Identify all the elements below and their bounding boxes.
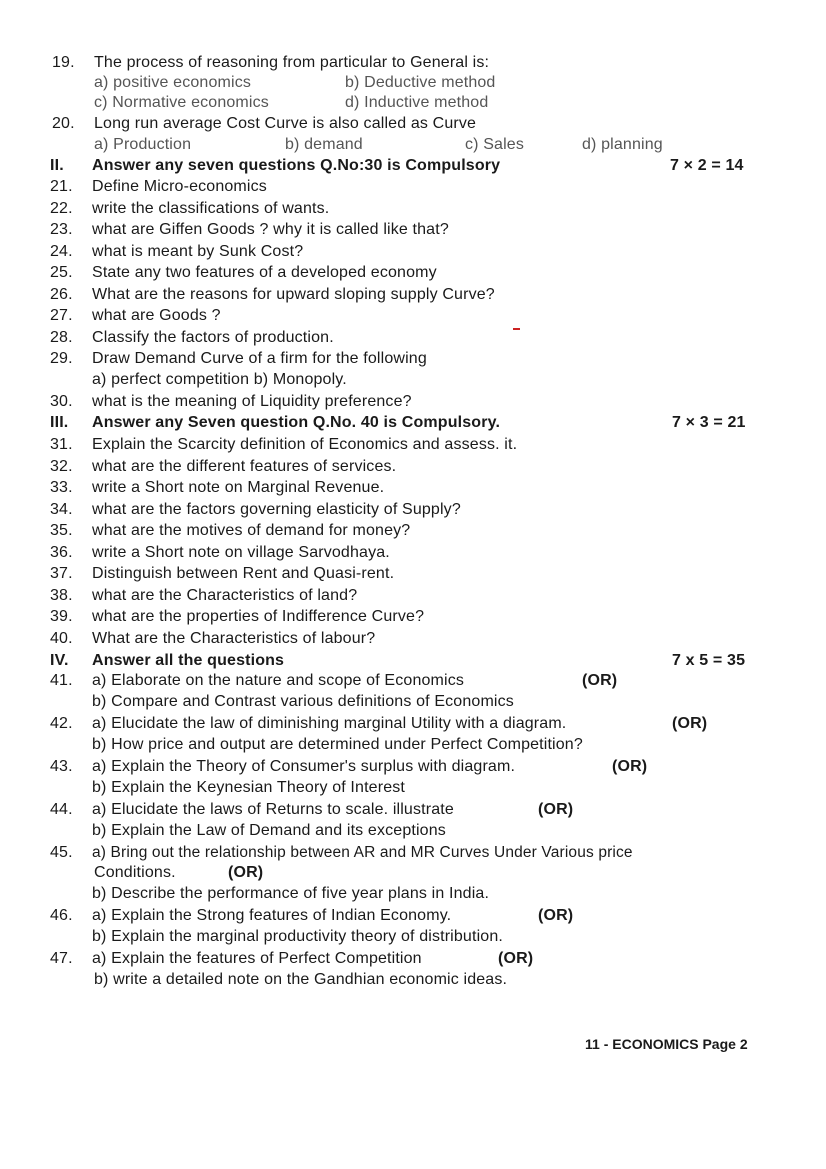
question-text: State any two features of a developed economy	[92, 264, 437, 281]
question-number: 33.	[50, 479, 73, 496]
question-number: 40.	[50, 629, 73, 647]
option-a: a) Bring out the relationship between AR and MR Curves Under Various price	[92, 844, 633, 861]
question-number: 36.	[50, 543, 73, 561]
question-number: 37.	[50, 565, 73, 582]
question-text: write the classifications of wants.	[92, 199, 330, 217]
question-number: 30.	[50, 393, 73, 410]
question-sub-options: a) perfect competition b) Monopoly.	[92, 371, 347, 388]
section-marks: 7 × 2 = 14	[670, 157, 744, 174]
question-number: 46.	[50, 907, 73, 924]
question-text: What are the Characteristics of labour?	[92, 629, 376, 647]
question-text: The process of reasoning from particular to General is:	[94, 54, 490, 71]
or-label: (OR)	[538, 801, 574, 818]
question-text: what are the factors governing elasticity of Supply?	[92, 500, 461, 518]
option-d: d) Inductive method	[345, 94, 489, 111]
question-number: 39.	[50, 608, 73, 625]
question-number: 43.	[50, 758, 73, 775]
question-number: 25.	[50, 264, 73, 281]
scan-artifact	[513, 328, 520, 330]
or-label: (OR)	[672, 715, 708, 732]
question-number: 47.	[50, 950, 73, 967]
option-a: a) Explain the Theory of Consumer's surplus with diagram.	[92, 758, 516, 775]
option-b: b) Compare and Contrast various definitions of Economics	[92, 693, 514, 710]
section-number: III.	[50, 414, 69, 431]
question-text: what are the different features of services.	[92, 457, 397, 475]
question-number: 28.	[50, 328, 73, 346]
option-a: a) Elaborate on the nature and scope of Economics	[92, 672, 465, 689]
question-text: Define Micro-economics	[92, 178, 267, 195]
question-text: what is the meaning of Liquidity preference?	[92, 393, 412, 410]
option-a: a) Elucidate the law of diminishing marginal Utility with a diagram.	[92, 715, 567, 732]
question-text: what are Giffen Goods ? why it is called like that?	[92, 221, 449, 238]
question-number: 26.	[50, 285, 73, 303]
question-number: 35.	[50, 522, 73, 539]
question-text: Draw Demand Curve of a firm for the following	[92, 350, 427, 367]
option-b: b) Describe the performance of five year plans in India.	[92, 885, 490, 902]
question-number: 31.	[50, 436, 73, 453]
option-b: b) demand	[285, 136, 363, 153]
or-label: (OR)	[538, 907, 574, 924]
page-footer: 11 - ECONOMICS Page 2	[585, 1036, 748, 1052]
section-title: Answer any seven questions Q.No:30 is Compulsory	[92, 157, 501, 174]
question-text: write a Short note on village Sarvodhaya.	[92, 543, 390, 561]
section-marks: 7 × 3 = 21	[672, 414, 746, 431]
question-text: what are the properties of Indifference Curve?	[92, 608, 425, 625]
option-c: c) Normative economics	[94, 94, 269, 111]
question-number: 41.	[50, 672, 73, 689]
question-text: what are the Characteristics of land?	[92, 586, 358, 604]
section-marks: 7 x 5 = 35	[672, 652, 746, 669]
or-label: (OR)	[582, 672, 618, 689]
question-number: 22.	[50, 199, 73, 217]
or-label: (OR)	[612, 758, 648, 775]
question-number: 32.	[50, 457, 73, 475]
question-number: 45.	[50, 844, 73, 861]
question-text: write a Short note on Marginal Revenue.	[92, 479, 385, 496]
question-text: what are Goods ?	[92, 307, 221, 324]
question-number: 20.	[52, 115, 75, 132]
question-number: 42.	[50, 715, 73, 732]
option-a: a) Explain the Strong features of Indian Economy.	[92, 907, 452, 924]
option-d: d) planning	[582, 136, 663, 153]
question-number: 21.	[50, 178, 73, 195]
question-number: 29.	[50, 350, 73, 367]
question-text: Long run average Cost Curve is also called as Curve	[94, 115, 477, 132]
section-title: Answer any Seven question Q.No. 40 is Compulsory.	[92, 414, 501, 431]
option-b: b) Explain the Keynesian Theory of Interest	[92, 779, 405, 796]
question-text: What are the reasons for upward sloping supply Curve?	[92, 285, 495, 303]
option-a: a) Production	[94, 136, 192, 153]
option-a: a) positive economics	[94, 74, 251, 91]
option-b: b) write a detailed note on the Gandhian economic ideas.	[94, 971, 508, 988]
section-number: IV.	[50, 652, 69, 669]
option-c: c) Sales	[465, 136, 524, 153]
option-a: a) Explain the features of Perfect Competition	[92, 950, 422, 967]
option-b: b) Explain the Law of Demand and its exceptions	[92, 822, 446, 839]
section-title: Answer all the questions	[92, 652, 285, 669]
question-number: 38.	[50, 586, 73, 604]
or-label: (OR)	[228, 864, 264, 881]
question-text: Explain the Scarcity definition of Economics and assess. it.	[92, 436, 518, 453]
question-number: 24.	[50, 242, 73, 260]
option-b: b) How price and output are determined under Perfect Competition?	[92, 736, 583, 753]
option-a: a) Elucidate the laws of Returns to scale. illustrate	[92, 801, 454, 818]
option-a-continued: Conditions.	[94, 864, 176, 881]
question-text: what is meant by Sunk Cost?	[92, 242, 304, 260]
section-number: II.	[50, 157, 64, 174]
question-number: 34.	[50, 500, 73, 518]
option-b: b) Explain the marginal productivity theory of distribution.	[92, 928, 503, 945]
or-label: (OR)	[498, 950, 534, 967]
question-number: 27.	[50, 307, 73, 324]
question-number: 19.	[52, 54, 75, 71]
question-text: Classify the factors of production.	[92, 328, 334, 346]
question-text: what are the motives of demand for money?	[92, 522, 411, 539]
question-number: 44.	[50, 801, 73, 818]
question-number: 23.	[50, 221, 73, 238]
option-b: b) Deductive method	[345, 74, 496, 91]
question-text: Distinguish between Rent and Quasi-rent.	[92, 565, 395, 582]
